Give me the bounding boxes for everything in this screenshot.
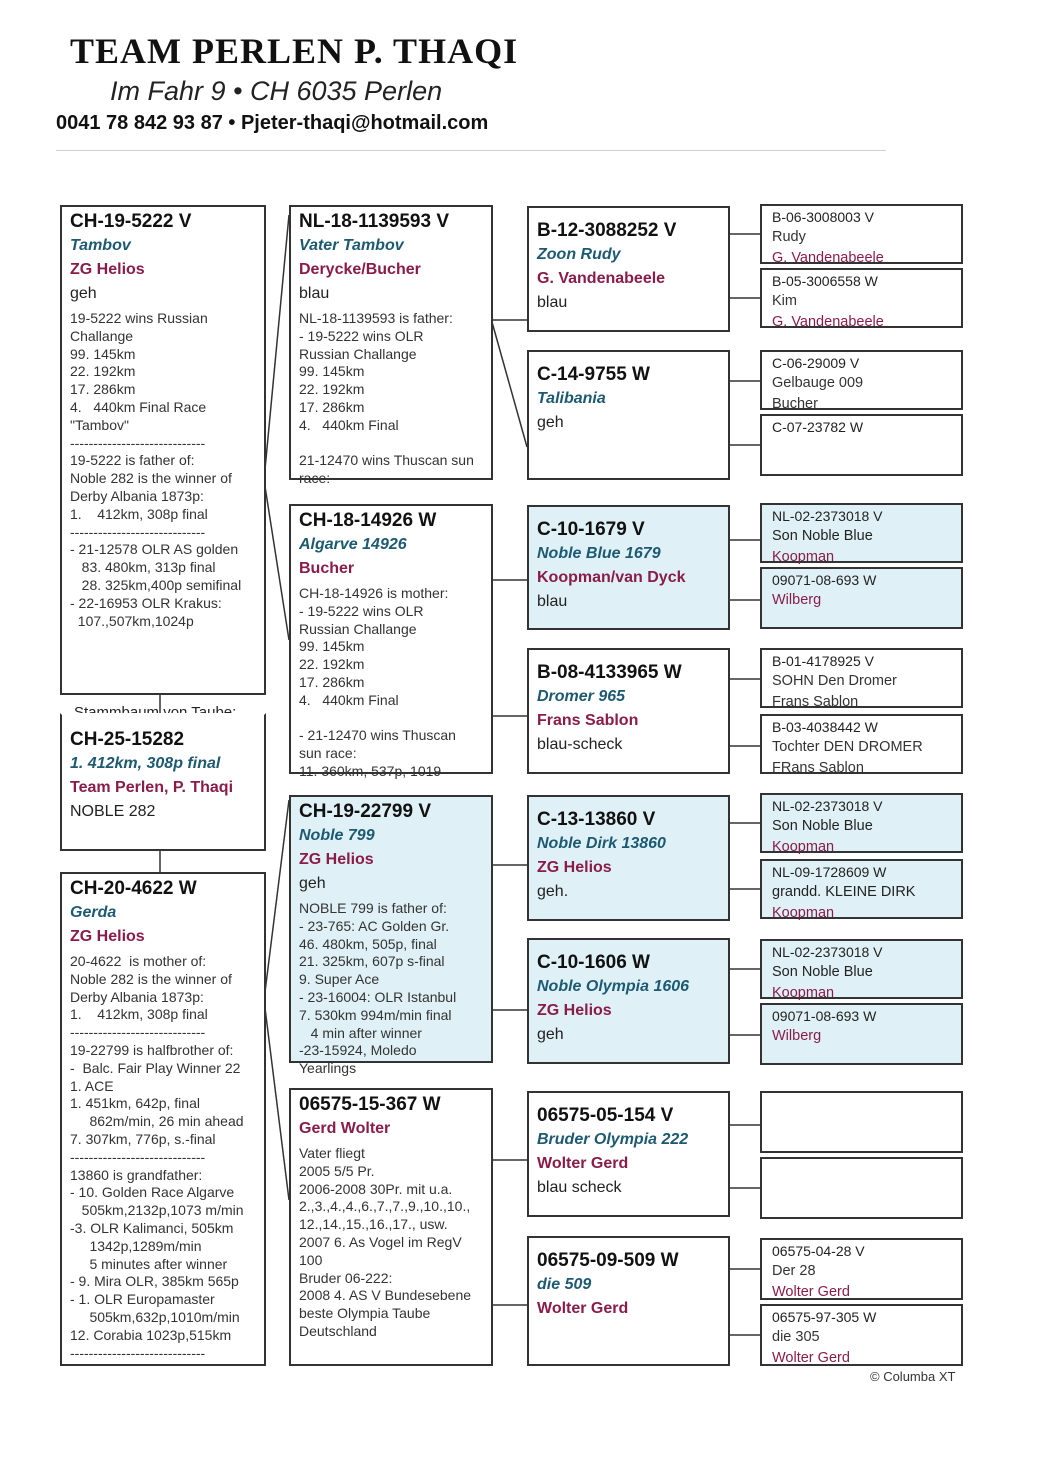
ancestor-card-10 — [760, 859, 963, 919]
ggp1-name: Zoon Rudy — [537, 246, 621, 263]
gp2-name: Algarve 14926 — [299, 536, 407, 553]
g3-breeder: Bucher — [772, 396, 818, 412]
father-name: Tambov — [70, 237, 131, 254]
ggp2-ring: C-14-9755 W — [537, 364, 650, 385]
ggp6-breeder: ZG Helios — [537, 1002, 612, 1019]
g2-breeder: G. Vandenabeele — [772, 314, 884, 330]
father-breeder: ZG Helios — [70, 261, 145, 278]
team-name: TEAM PERLEN P. THAQI — [70, 31, 519, 71]
gp2-ring: CH-18-14926 W — [299, 510, 437, 531]
ancestor-card-7 — [760, 648, 963, 708]
ggp7-ring: 06575-05-154 V — [537, 1105, 674, 1126]
ancestor-card-11 — [760, 939, 963, 999]
ancestor-card-15 — [760, 1238, 963, 1300]
g11-ring: NL-02-2373018 V — [772, 944, 883, 960]
gp1-color: blau — [299, 285, 330, 302]
g9-breeder: Koopman — [772, 839, 835, 855]
g10-name: grandd. KLEINE DIRK — [772, 884, 916, 900]
ancestor-card-5 — [760, 503, 963, 563]
gp3-name: Noble 799 — [299, 827, 375, 844]
g7-breeder: Frans Sablon — [772, 694, 859, 710]
gp4-name: Gerd Wolter — [299, 1120, 391, 1137]
father-notes: 19-5222 wins Russian Challange 99. 145km 22. 192km 17. 286km 4. 440km Final Race "Tambov" ----------------------------- 19-5222 is father of: Noble 282 is the winner of Derby Albania 1873p: 1. 412km, 308p final ----------------------------- - 21-12578 OLR AS golden 83. 480km, 313p final 28. 325km,400p semifinal - 22-16953 OLR Krakus: 107.,507km,1024p — [70, 310, 242, 629]
g1-breeder: G. Vandenabeele — [772, 250, 884, 266]
gp1-notes: NL-18-1139593 is father: - 19-5222 wins OLR Russian Challange 99. 145km 22. 192km 17. 286km 4. 440km Final 21-12470 wins Thuscan sun race: — [299, 310, 474, 487]
ancestor-card-12 — [760, 1003, 963, 1065]
grandparent-card-1 — [289, 205, 493, 487]
subject-card — [60, 713, 266, 851]
ggp5-name: Noble Dirk 13860 — [537, 835, 666, 852]
great-grandparent-card-1 — [527, 206, 730, 332]
ggp8-ring: 06575-09-509 W — [537, 1250, 679, 1271]
great-grandparent-card-2 — [527, 350, 730, 480]
ggp5-ring: C-13-13860 V — [537, 809, 656, 830]
g16-breeder: Wolter Gerd — [772, 1350, 850, 1366]
gp1-breeder: Derycke/Bucher — [299, 261, 421, 278]
ggp5-color: geh. — [537, 883, 569, 900]
gp3-breeder: ZG Helios — [299, 851, 374, 868]
ggp3-name: Noble Blue 1679 — [537, 545, 661, 562]
ggp6-name: Noble Olympia 1606 — [537, 978, 690, 995]
ggp7-breeder: Wolter Gerd — [537, 1155, 629, 1172]
mother-breeder: ZG Helios — [70, 928, 145, 945]
ggp7-color: blau scheck — [537, 1179, 622, 1196]
g9-ring: NL-02-2373018 V — [772, 798, 883, 814]
g8-name: Tochter DEN DROMER — [772, 739, 923, 755]
ggp2-name: Talibania — [537, 390, 606, 407]
g3-name: Gelbauge 009 — [772, 375, 864, 391]
great-grandparent-card-3 — [527, 505, 730, 630]
gp2-breeder: Bucher — [299, 560, 355, 577]
ancestor-card-3 — [760, 350, 963, 410]
subject-color: NOBLE 282 — [70, 803, 156, 820]
gp3-notes: NOBLE 799 is father of: - 23-765: AC Golden Gr. 46. 480km, 505p, final 21. 325km, 607p s-final 9. Super Ace - 23-16004: OLR Istanbul 7. 530km 994m/min final 4 min after winner -23-15924, Moledo Yearlings — [299, 900, 457, 1077]
g12-breeder: Wilberg — [772, 1028, 822, 1044]
g15-name: Der 28 — [772, 1263, 816, 1279]
g1-ring: B-06-3008003 V — [772, 209, 874, 225]
g3-ring: C-06-29009 V — [772, 355, 860, 371]
g10-breeder: Koopman — [772, 905, 835, 921]
g16-ring: 06575-97-305 W — [772, 1309, 877, 1325]
great-grandparent-card-5 — [527, 795, 730, 921]
great-grandparent-card-8 — [527, 1236, 730, 1366]
mother-ring: CH-20-4622 W — [70, 878, 197, 899]
team-contact: 0041 78 842 93 87 • Pjeter-thaqi@hotmail.com — [56, 112, 489, 134]
father-color: geh — [70, 285, 97, 302]
g11-breeder: Koopman — [772, 985, 835, 1001]
father-ring: CH-19-5222 V — [70, 211, 192, 232]
g6-breeder: Wilberg — [772, 592, 822, 608]
gp4-ring: 06575-15-367 W — [299, 1094, 441, 1115]
ancestor-card-14 — [760, 1157, 963, 1219]
g5-name: Son Noble Blue — [772, 528, 873, 544]
grandparent-card-3 — [289, 795, 493, 1077]
subject-name: 1. 412km, 308p final — [70, 755, 221, 772]
ggp6-ring: C-10-1606 W — [537, 952, 650, 973]
g2-name: Kim — [772, 293, 797, 309]
gp1-ring: NL-18-1139593 V — [299, 211, 449, 232]
g1-name: Rudy — [772, 229, 806, 245]
g16-name: die 305 — [772, 1329, 820, 1345]
ggp7-name: Bruder Olympia 222 — [537, 1131, 689, 1148]
ancestor-card-16 — [760, 1304, 963, 1366]
g8-ring: B-03-4038442 W — [772, 719, 878, 735]
mother-card — [60, 872, 266, 1366]
g10-ring: NL-09-1728609 W — [772, 864, 887, 880]
g6-ring: 09071-08-693 W — [772, 572, 877, 588]
ancestor-card-9 — [760, 793, 963, 853]
g2-ring: B-05-3006558 W — [772, 273, 878, 289]
ggp3-color: blau — [537, 593, 568, 610]
ancestor-card-4 — [760, 414, 963, 476]
copyright: © Columba XT — [870, 1369, 956, 1384]
ggp1-ring: B-12-3088252 V — [537, 220, 677, 241]
ggp1-breeder: G. Vandenabeele — [537, 270, 666, 287]
team-address: Im Fahr 9 • CH 6035 Perlen — [110, 76, 443, 106]
ggp1-color: blau — [537, 294, 568, 311]
gp2-notes: CH-18-14926 is mother: - 19-5222 wins OLR Russian Challange 99. 145km 22. 192km 17. 286km 4. 440km Final - 21-12470 wins Thuscan sun race: 11. 360km, 537p, 1019 — [299, 585, 456, 779]
ggp3-breeder: Koopman/van Dyck — [537, 569, 686, 586]
gp3-ring: CH-19-22799 V — [299, 801, 432, 822]
ancestor-card-2 — [760, 268, 963, 328]
g5-ring: NL-02-2373018 V — [772, 508, 883, 524]
father-card — [60, 205, 266, 695]
g12-ring: 09071-08-693 W — [772, 1008, 877, 1024]
ggp5-breeder: ZG Helios — [537, 859, 612, 876]
grandparent-card-2 — [289, 504, 493, 779]
gp3-color: geh — [299, 875, 326, 892]
ggp6-color: geh — [537, 1026, 564, 1043]
great-grandparent-card-6 — [527, 938, 730, 1064]
g7-ring: B-01-4178925 V — [772, 653, 874, 669]
great-grandparent-card-4 — [527, 648, 730, 774]
g5-breeder: Koopman — [772, 549, 835, 565]
mother-notes: 20-4622 is mother of: Noble 282 is the winner of Derby Albania 1873p: 1. 412km, 308p final ----------------------------- 19-22799 is halfbrother of: - Balc. Fair Play Winner 22 1. ACE 1. 451km, 642p, final 862m/min, 26 min ahead 7. 307km, 776p, s.-final ----------------------------- 13860 is grandfather: - 10. Golden Race Algarve 505km,2132p,1073 m/min -3. OLR Kalimanci, 505km 1342p,1289m/min 5 minutes after winner - 9. Mira OLR, 385km 565p - 1. OLR Europamaster 505km,632p,1010m/min 12. Corabia 1023p,515km ----------------------------- — [70, 953, 244, 1361]
ggp3-ring: C-10-1679 V — [537, 519, 645, 540]
ancestor-card-8 — [760, 714, 963, 774]
g15-ring: 06575-04-28 V — [772, 1243, 865, 1259]
ggp4-breeder: Frans Sablon — [537, 712, 639, 729]
g15-breeder: Wolter Gerd — [772, 1284, 850, 1300]
gp4-notes: Vater fliegt 2005 5/5 Pr. 2006-2008 30Pr. mit u.a. 2.,3.,4.,4.,6.,7.,7.,9.,10.,10., 12.,14.,15.,16.,17., usw. 2007 6. As Vogel im RegV 100 Bruder 06-222: 2008 4. AS V Bundesebene beste Olympia Taube Deutschland — [299, 1145, 472, 1339]
gp1-name: Vater Tambov — [299, 237, 404, 254]
ggp8-name: die 509 — [537, 1276, 592, 1293]
ancestor-card-13 — [760, 1091, 963, 1153]
grandparent-card-4 — [289, 1088, 493, 1366]
ggp8-breeder: Wolter Gerd — [537, 1300, 629, 1317]
g8-breeder: FRans Sablon — [772, 760, 864, 776]
ggp2-color: geh — [537, 414, 564, 431]
ancestor-card-6 — [760, 567, 963, 629]
g11-name: Son Noble Blue — [772, 964, 873, 980]
great-grandparent-card-7 — [527, 1091, 730, 1217]
ggp4-name: Dromer 965 — [537, 688, 626, 705]
g7-name: SOHN Den Dromer — [772, 673, 897, 689]
subject-breeder: Team Perlen, P. Thaqi — [70, 779, 234, 796]
ggp4-color: blau-scheck — [537, 736, 623, 753]
g9-name: Son Noble Blue — [772, 818, 873, 834]
ggp4-ring: B-08-4133965 W — [537, 662, 682, 683]
ancestor-card-1 — [760, 204, 963, 264]
mother-name: Gerda — [70, 904, 117, 921]
subject-ring: CH-25-15282 — [70, 729, 185, 750]
g4-ring: C-07-23782 W — [772, 419, 864, 435]
